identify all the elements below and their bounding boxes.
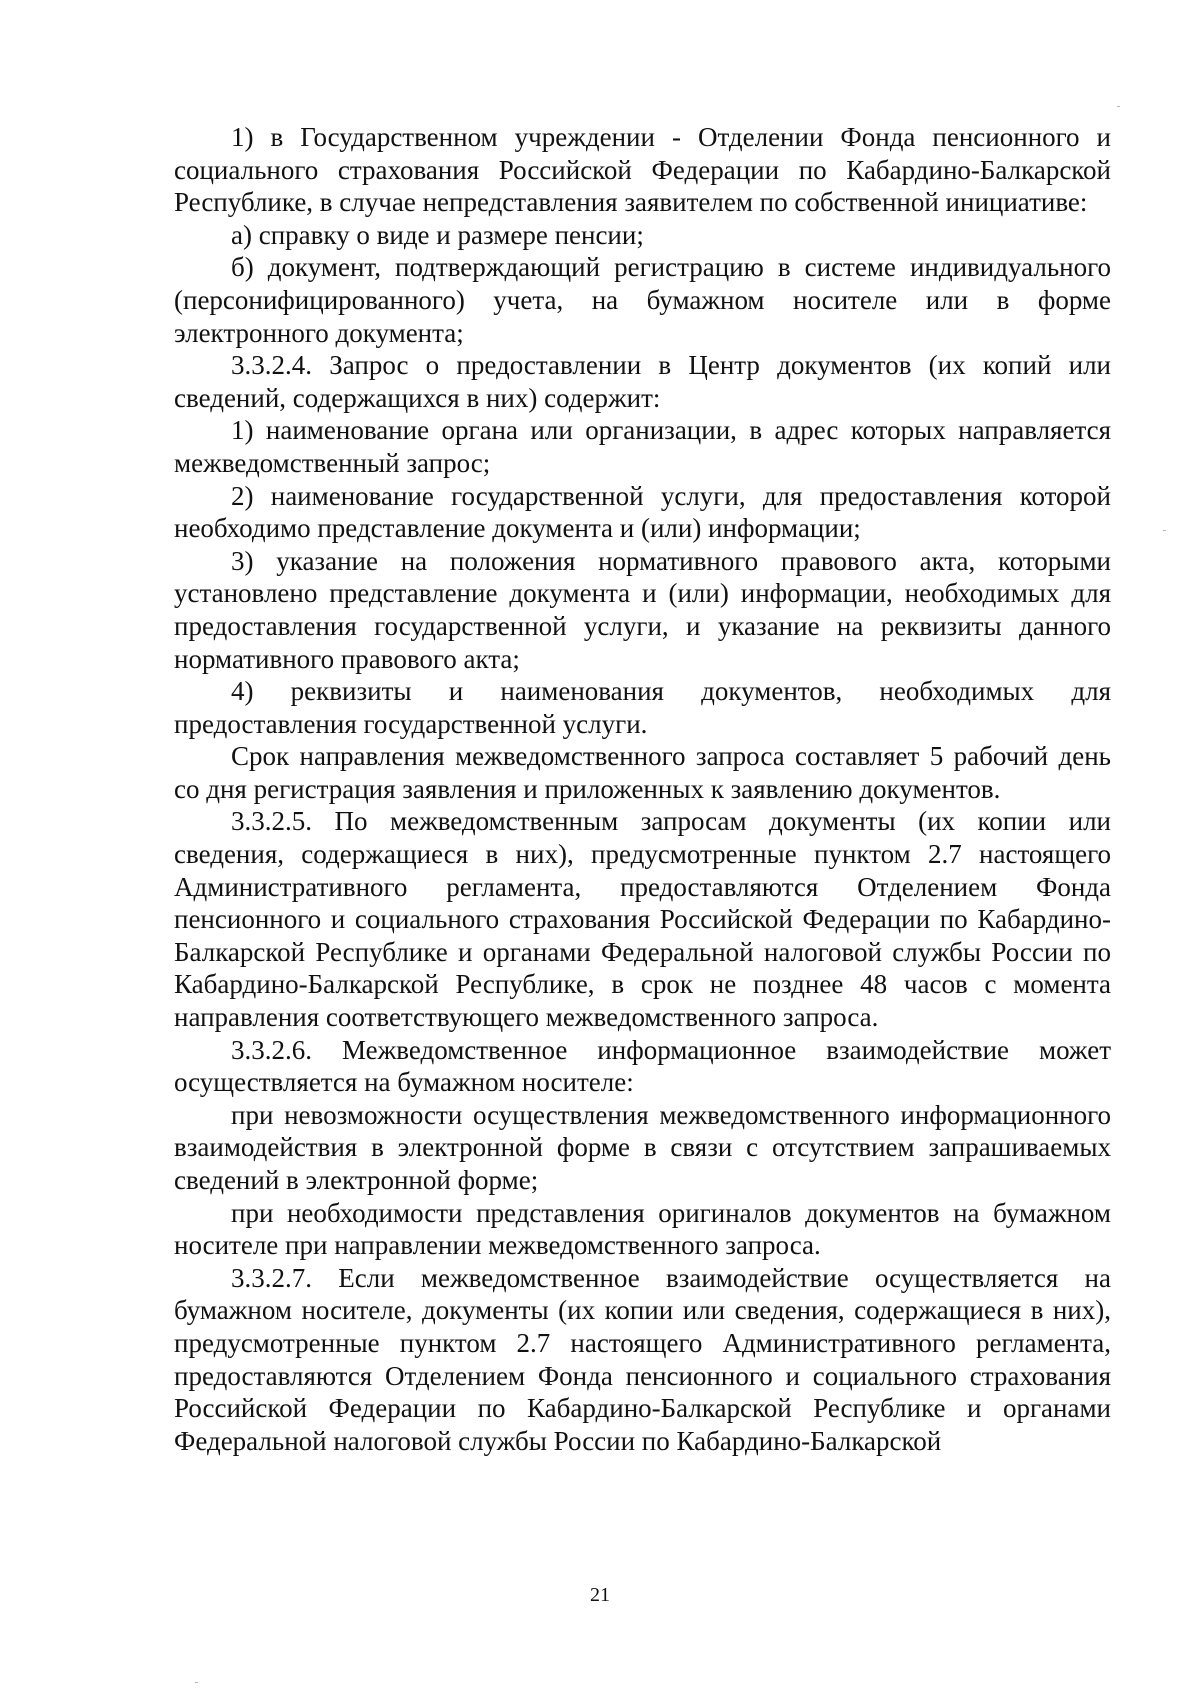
paragraph-4: 3.3.2.4. Запрос о предоставлении в Центр документов (их копий или сведений, содержащихся в них) содержит: <box>174 350 1111 413</box>
paragraph-13: при необходимости представления оригиналов документов на бумажном носителе при направлении межведомственного запроса. <box>174 1197 1111 1261</box>
paragraph-5: 1) наименование органа или организации, в адрес которых направляется межведомственный запрос; <box>174 415 1111 478</box>
document-body <box>174 121 1111 1457</box>
page-number: 21 <box>590 1584 610 1606</box>
scan-speck <box>195 1682 198 1683</box>
paragraph-10: 3.3.2.5. По межведомственным запросам документы (их копии или сведения, содержащиеся в них), предусмотренные пунктом 2.7 настоящего Административного регламента, предоставляются Отделением Фонда пенсионного и социального страхования Российской Федерации по Кабардино-Балкарской Республике и органами Федеральной налоговой службы России по Кабардино-Балкарской Республике, в срок не позднее 48 часов с момента направления соответствующего межведомственного запроса. <box>174 806 1111 1033</box>
paragraph-6: 2) наименование государственной услуги, для предоставления которой необходимо представление документа и (или) информации; <box>174 480 1111 544</box>
scan-speck <box>1163 530 1166 531</box>
paragraph-14: 3.3.2.7. Если межведомственное взаимодействие осуществляется на бумажном носителе, документы (их копии или сведения, содержащиеся в них), предусмотренные пунктом 2.7 настоящего Административного регламента, предоставляются Отделением Фонда пенсионного и социального страхования Российской Федерации по Кабардино-Балкарской Республике и органами Федеральной налоговой службы России по Кабардино-Балкарской <box>174 1262 1111 1456</box>
paragraph-3: б) документ, подтверждающий регистрацию в системе индивидуального (персонифицированного) учета, на бумажном носителе или в форме электронного документа; <box>174 252 1111 348</box>
paragraph-7: 3) указание на положения нормативного правового акта, которыми установлено представление документа и (или) информации, необходимых для предоставления государственной услуги, и указание на реквизиты данного нормативного правового акта; <box>174 545 1111 674</box>
paragraph-11: 3.3.2.6. Межведомственное информационное взаимодействие может осуществляется на бумажном носителе: <box>174 1034 1111 1098</box>
scan-speck <box>1117 106 1120 107</box>
paragraph-9: Срок направления межведомственного запроса составляет 5 рабочий день со дня регистрация заявления и приложенных к заявлению документов. <box>174 741 1111 804</box>
paragraph-8: 4) реквизиты и наименования документов, необходимых для предоставления государственной услуги. <box>174 676 1111 739</box>
paragraph-2: а) справку о виде и размере пенсии; <box>231 219 644 250</box>
paragraph-12: при невозможности осуществления межведомственного информационного взаимодействия в электронной форме в связи с отсутствием запрашиваемых сведений в электронной форме; <box>174 1099 1111 1195</box>
paragraph-1: 1) в Государственном учреждении - Отделении Фонда пенсионного и социального страхования Российской Федерации по Кабардино-Балкарской Республике, в случае непредставления заявителем по собственной инициативе: <box>174 122 1111 218</box>
